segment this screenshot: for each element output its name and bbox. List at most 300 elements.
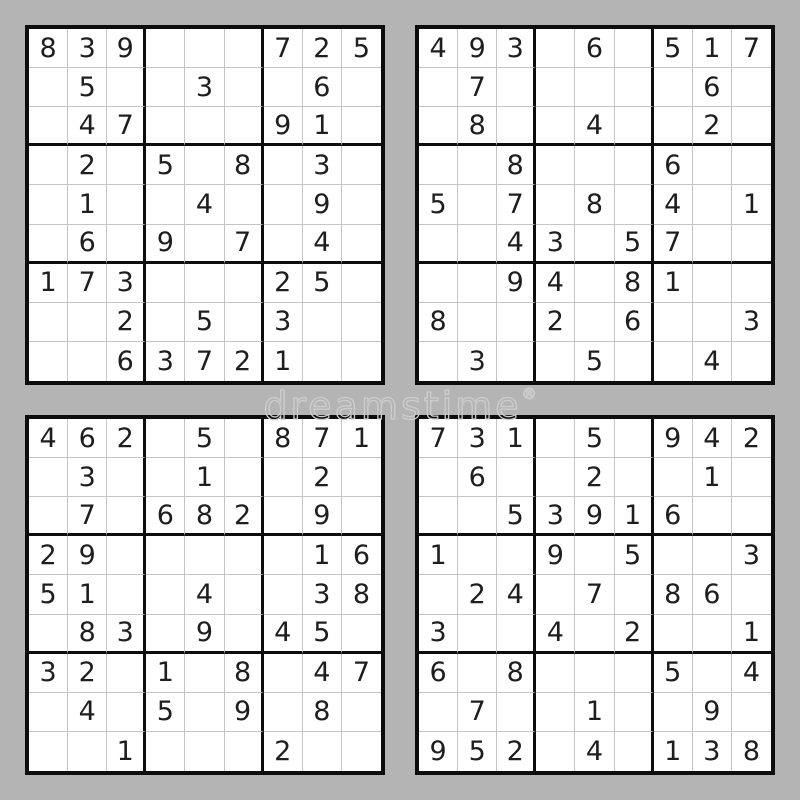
sudoku-cell bbox=[185, 536, 224, 575]
sudoku-cell bbox=[146, 303, 185, 342]
sudoku-cell: 4 bbox=[654, 185, 693, 224]
sudoku-cell: 4 bbox=[575, 107, 614, 146]
sudoku-cell bbox=[458, 615, 497, 654]
sudoku-cell bbox=[419, 264, 458, 303]
sudoku-cell: 1 bbox=[732, 185, 771, 224]
sudoku-cell bbox=[185, 29, 224, 68]
sudoku-cell: 3 bbox=[732, 536, 771, 575]
sudoku-cell bbox=[264, 458, 303, 497]
sudoku-cell bbox=[693, 185, 732, 224]
sudoku-cell: 6 bbox=[146, 497, 185, 536]
sudoku-cell bbox=[29, 693, 68, 732]
sudoku-cell bbox=[29, 303, 68, 342]
sudoku-cell bbox=[536, 693, 575, 732]
sudoku-cell bbox=[107, 536, 146, 575]
sudoku-cell: 8 bbox=[342, 575, 381, 614]
sudoku-cell: 9 bbox=[497, 264, 536, 303]
sudoku-cell: 2 bbox=[264, 264, 303, 303]
sudoku-cell: 9 bbox=[536, 536, 575, 575]
sudoku-cell bbox=[185, 264, 224, 303]
sudoku-cell bbox=[536, 575, 575, 614]
sudoku-cell bbox=[342, 68, 381, 107]
sudoku-cell bbox=[185, 107, 224, 146]
sudoku-cell: 8 bbox=[225, 654, 264, 693]
sudoku-cell: 9 bbox=[68, 536, 107, 575]
sudoku-cell: 6 bbox=[654, 497, 693, 536]
sudoku-cell bbox=[654, 68, 693, 107]
sudoku-cell bbox=[342, 732, 381, 771]
sudoku-cell: 6 bbox=[615, 303, 654, 342]
sudoku-cell: 8 bbox=[185, 497, 224, 536]
sudoku-cell: 6 bbox=[68, 419, 107, 458]
sudoku-grid-top-left bbox=[25, 25, 385, 385]
sudoku-cell bbox=[342, 342, 381, 381]
sudoku-cell: 4 bbox=[29, 419, 68, 458]
sudoku-cell: 1 bbox=[68, 575, 107, 614]
sudoku-cell: 5 bbox=[185, 419, 224, 458]
sudoku-cell: 9 bbox=[107, 29, 146, 68]
sudoku-cell: 6 bbox=[458, 458, 497, 497]
sudoku-cell: 7 bbox=[303, 419, 342, 458]
sudoku-cell bbox=[146, 732, 185, 771]
sudoku-grid-set bbox=[25, 25, 775, 775]
sudoku-cell: 8 bbox=[458, 107, 497, 146]
sudoku-cell bbox=[575, 68, 614, 107]
sudoku-cell bbox=[732, 458, 771, 497]
sudoku-cell bbox=[342, 497, 381, 536]
sudoku-cell: 2 bbox=[29, 536, 68, 575]
sudoku-cell bbox=[536, 458, 575, 497]
sudoku-cell: 5 bbox=[497, 497, 536, 536]
registered-trademark-icon: ® bbox=[521, 385, 537, 403]
sudoku-cell bbox=[68, 342, 107, 381]
sudoku-cell: 8 bbox=[225, 146, 264, 185]
sudoku-cell: 8 bbox=[29, 29, 68, 68]
sudoku-cell: 3 bbox=[693, 732, 732, 771]
sudoku-cell bbox=[419, 68, 458, 107]
sudoku-cell bbox=[107, 225, 146, 264]
sudoku-cell: 3 bbox=[146, 342, 185, 381]
sudoku-cell: 3 bbox=[458, 419, 497, 458]
sudoku-cell: 3 bbox=[107, 615, 146, 654]
sudoku-cell: 5 bbox=[575, 342, 614, 381]
sudoku-cell bbox=[225, 264, 264, 303]
sudoku-cell bbox=[225, 732, 264, 771]
sudoku-cell: 7 bbox=[497, 185, 536, 224]
sudoku-cell bbox=[693, 497, 732, 536]
sudoku-cell bbox=[107, 654, 146, 693]
sudoku-cell: 2 bbox=[575, 458, 614, 497]
sudoku-cell: 1 bbox=[68, 185, 107, 224]
sudoku-cell bbox=[264, 693, 303, 732]
sudoku-grid-bottom-right bbox=[415, 415, 775, 775]
sudoku-cell: 1 bbox=[575, 693, 614, 732]
sudoku-cell bbox=[29, 107, 68, 146]
sudoku-cell bbox=[342, 107, 381, 146]
sudoku-cell bbox=[264, 654, 303, 693]
sudoku-cell bbox=[458, 225, 497, 264]
sudoku-cell: 4 bbox=[68, 107, 107, 146]
sudoku-cell bbox=[342, 264, 381, 303]
sudoku-cell: 9 bbox=[575, 497, 614, 536]
sudoku-cell bbox=[107, 146, 146, 185]
sudoku-cell bbox=[497, 68, 536, 107]
sudoku-cell: 8 bbox=[742, 735, 761, 767]
sudoku-cell: 5 bbox=[654, 654, 693, 693]
sudoku-cell: 1 bbox=[732, 615, 771, 654]
sudoku-cell bbox=[146, 615, 185, 654]
sudoku-cell: 7 bbox=[654, 225, 693, 264]
sudoku-cell: 5 bbox=[303, 264, 342, 303]
sudoku-cell bbox=[536, 419, 575, 458]
sudoku-cell: 2 bbox=[68, 654, 107, 693]
sudoku-cell: 5 bbox=[342, 29, 381, 68]
sudoku-cell bbox=[732, 107, 771, 146]
sudoku-cell bbox=[732, 225, 771, 264]
sudoku-cell: 4 bbox=[536, 615, 575, 654]
sudoku-cell bbox=[615, 654, 654, 693]
sudoku-cell bbox=[615, 575, 654, 614]
sudoku-cell: 7 bbox=[68, 264, 107, 303]
sudoku-cell: 4 bbox=[303, 225, 342, 264]
sudoku-cell bbox=[536, 146, 575, 185]
sudoku-cell bbox=[497, 693, 536, 732]
sudoku-cell bbox=[264, 575, 303, 614]
sudoku-cell: 8 bbox=[654, 575, 693, 614]
sudoku-cell: 5 bbox=[419, 185, 458, 224]
sudoku-cell: 6 bbox=[693, 575, 732, 614]
sudoku-cell: 3 bbox=[264, 303, 303, 342]
sudoku-cell: 8 bbox=[419, 303, 458, 342]
sudoku-cell bbox=[615, 146, 654, 185]
sudoku-cell bbox=[615, 107, 654, 146]
sudoku-cell: 5 bbox=[654, 29, 693, 68]
sudoku-cell: 2 bbox=[68, 146, 107, 185]
sudoku-cell: 4 bbox=[419, 29, 458, 68]
sudoku-cell bbox=[497, 303, 536, 342]
sudoku-cell bbox=[225, 303, 264, 342]
sudoku-cell bbox=[146, 107, 185, 146]
sudoku-cell: 8 bbox=[615, 264, 654, 303]
sudoku-cell: 7 bbox=[458, 693, 497, 732]
sudoku-cell: 3 bbox=[419, 615, 458, 654]
sudoku-cell bbox=[654, 615, 693, 654]
sudoku-cell bbox=[29, 732, 68, 771]
sudoku-cell bbox=[146, 68, 185, 107]
sudoku-cell: 3 bbox=[458, 342, 497, 381]
sudoku-cell bbox=[575, 615, 614, 654]
sudoku-cell bbox=[536, 654, 575, 693]
sudoku-cell: 1 bbox=[497, 419, 536, 458]
sudoku-cell bbox=[419, 225, 458, 264]
sudoku-cell: 2 bbox=[107, 419, 146, 458]
sudoku-cell: 7 bbox=[419, 419, 458, 458]
sudoku-cell: 2 bbox=[264, 732, 303, 771]
sudoku-cell: 1 bbox=[146, 654, 185, 693]
sudoku-cell: 8 bbox=[497, 146, 536, 185]
sudoku-cell: 5 bbox=[68, 68, 107, 107]
sudoku-cell: 8 bbox=[575, 185, 614, 224]
sudoku-cell bbox=[264, 225, 303, 264]
sudoku-cell: 4 bbox=[536, 264, 575, 303]
sudoku-cell: 6 bbox=[107, 342, 146, 381]
sudoku-cell bbox=[693, 146, 732, 185]
sudoku-cell: 2 bbox=[458, 575, 497, 614]
sudoku-cell: 1 bbox=[107, 732, 146, 771]
sudoku-cell: 4 bbox=[185, 575, 224, 614]
sudoku-cell bbox=[225, 615, 264, 654]
sudoku-cell: 2 bbox=[693, 107, 732, 146]
sudoku-cell: 9 bbox=[654, 419, 693, 458]
sudoku-cell bbox=[497, 107, 536, 146]
sudoku-cell: 7 bbox=[185, 342, 224, 381]
sudoku-cell: 4 bbox=[693, 342, 732, 381]
sudoku-cell bbox=[146, 29, 185, 68]
sudoku-cell bbox=[29, 497, 68, 536]
sudoku-cell bbox=[732, 693, 771, 732]
sudoku-cell bbox=[458, 146, 497, 185]
sudoku-cell: 9 bbox=[303, 497, 342, 536]
sudoku-cell bbox=[732, 264, 771, 303]
sudoku-cell bbox=[458, 654, 497, 693]
sudoku-cell bbox=[693, 264, 732, 303]
sudoku-cell: 8 bbox=[497, 654, 536, 693]
sudoku-cell bbox=[185, 225, 224, 264]
sudoku-cell bbox=[419, 458, 458, 497]
sudoku-cell: 6 bbox=[575, 29, 614, 68]
sudoku-cell bbox=[575, 225, 614, 264]
sudoku-cell: 4 bbox=[185, 185, 224, 224]
sudoku-cell bbox=[536, 68, 575, 107]
sudoku-cell: 4 bbox=[497, 575, 536, 614]
sudoku-cell: 2 bbox=[536, 303, 575, 342]
sudoku-cell bbox=[458, 303, 497, 342]
sudoku-cell bbox=[68, 303, 107, 342]
sudoku-cell bbox=[146, 458, 185, 497]
sudoku-cell: 6 bbox=[342, 536, 381, 575]
sudoku-cell bbox=[146, 419, 185, 458]
sudoku-cell bbox=[732, 575, 771, 614]
sudoku-cell bbox=[29, 185, 68, 224]
sudoku-cell: 2 bbox=[303, 458, 342, 497]
sudoku-cell: 5 bbox=[458, 732, 497, 771]
sudoku-cell bbox=[146, 536, 185, 575]
sudoku-cell bbox=[185, 693, 224, 732]
sudoku-cell bbox=[225, 575, 264, 614]
sudoku-cell bbox=[693, 615, 732, 654]
sudoku-cell: 1 bbox=[185, 458, 224, 497]
sudoku-cell: 2 bbox=[732, 419, 771, 458]
sudoku-cell: 7 bbox=[264, 29, 303, 68]
sudoku-grid-top-right bbox=[415, 25, 775, 385]
sudoku-cell: 3 bbox=[303, 146, 342, 185]
sudoku-cell bbox=[575, 654, 614, 693]
sudoku-cell bbox=[225, 107, 264, 146]
sudoku-cell bbox=[615, 419, 654, 458]
sudoku-cell bbox=[615, 185, 654, 224]
sudoku-cell bbox=[29, 225, 68, 264]
sudoku-cell: 5 bbox=[615, 225, 654, 264]
sudoku-cell bbox=[342, 146, 381, 185]
sudoku-cell bbox=[107, 185, 146, 224]
sudoku-cell bbox=[615, 342, 654, 381]
sudoku-cell bbox=[419, 107, 458, 146]
sudoku-cell bbox=[615, 732, 654, 771]
sudoku-cell bbox=[693, 303, 732, 342]
sudoku-cell: 1 bbox=[303, 107, 342, 146]
sudoku-cell bbox=[654, 303, 693, 342]
sudoku-cell: 2 bbox=[303, 29, 342, 68]
sudoku-cell bbox=[419, 497, 458, 536]
sudoku-cell: 6 bbox=[419, 654, 458, 693]
sudoku-cell: 1 bbox=[615, 497, 654, 536]
sudoku-cell bbox=[225, 185, 264, 224]
sudoku-cell: 9 bbox=[419, 732, 458, 771]
sudoku-cell bbox=[264, 146, 303, 185]
sudoku-cell bbox=[342, 615, 381, 654]
sudoku-cell bbox=[654, 342, 693, 381]
sudoku-cell: 6 bbox=[654, 146, 693, 185]
sudoku-cell: 5 bbox=[303, 615, 342, 654]
sudoku-cell bbox=[185, 146, 224, 185]
sudoku-cell bbox=[342, 303, 381, 342]
sudoku-cell bbox=[342, 225, 381, 264]
sudoku-cell bbox=[458, 185, 497, 224]
sudoku-cell: 5 bbox=[615, 536, 654, 575]
sudoku-cell: 4 bbox=[303, 654, 342, 693]
sudoku-cell bbox=[458, 536, 497, 575]
sudoku-cell: 7 bbox=[575, 575, 614, 614]
sudoku-cell: 1 bbox=[654, 264, 693, 303]
sudoku-cell bbox=[303, 303, 342, 342]
sudoku-cell bbox=[732, 342, 771, 381]
sudoku-cell: 4 bbox=[693, 419, 732, 458]
sudoku-cell: 7 bbox=[225, 225, 264, 264]
sudoku-cell bbox=[342, 458, 381, 497]
sudoku-cell bbox=[264, 185, 303, 224]
sudoku-cell bbox=[497, 458, 536, 497]
sudoku-cell bbox=[185, 732, 224, 771]
sudoku-cell: 6 bbox=[68, 225, 107, 264]
sudoku-cell bbox=[654, 107, 693, 146]
sudoku-cell: 4 bbox=[264, 615, 303, 654]
sudoku-cell: 3 bbox=[497, 29, 536, 68]
sudoku-cell bbox=[615, 29, 654, 68]
sudoku-cell bbox=[29, 146, 68, 185]
sudoku-cell bbox=[536, 29, 575, 68]
sudoku-cell bbox=[536, 732, 575, 771]
sudoku-cell: 5 bbox=[575, 419, 614, 458]
sudoku-cell bbox=[732, 497, 771, 536]
sudoku-cell: 7 bbox=[342, 654, 381, 693]
sudoku-cell bbox=[146, 575, 185, 614]
sudoku-cell bbox=[615, 458, 654, 497]
sudoku-cell bbox=[68, 732, 107, 771]
sudoku-cell bbox=[29, 342, 68, 381]
sudoku-cell: 8 bbox=[303, 693, 342, 732]
sudoku-cell: 5 bbox=[29, 575, 68, 614]
sudoku-cell: 4 bbox=[575, 732, 614, 771]
sudoku-cell bbox=[225, 29, 264, 68]
sudoku-cell: 4 bbox=[68, 693, 107, 732]
sudoku-cell: 2 bbox=[225, 497, 264, 536]
sudoku-cell bbox=[107, 497, 146, 536]
sudoku-cell: 7 bbox=[732, 29, 771, 68]
sudoku-cell: 9 bbox=[264, 107, 303, 146]
sudoku-cell bbox=[419, 575, 458, 614]
sudoku-cell: 3 bbox=[732, 303, 771, 342]
sudoku-cell bbox=[225, 419, 264, 458]
sudoku-cell: 4 bbox=[497, 225, 536, 264]
sudoku-cell: 7 bbox=[107, 107, 146, 146]
sudoku-cell: 9 bbox=[458, 29, 497, 68]
sudoku-cell: 8 bbox=[264, 419, 303, 458]
sudoku-cell: 6 bbox=[693, 68, 732, 107]
sudoku-cell: 3 bbox=[536, 497, 575, 536]
sudoku-cell bbox=[303, 342, 342, 381]
sudoku-cell bbox=[146, 185, 185, 224]
sudoku-cell: 6 bbox=[303, 68, 342, 107]
sudoku-cell: 5 bbox=[185, 303, 224, 342]
sudoku-cell bbox=[107, 693, 146, 732]
sudoku-cell bbox=[264, 497, 303, 536]
sudoku-cell bbox=[264, 536, 303, 575]
sudoku-cell bbox=[654, 693, 693, 732]
sudoku-cell: 5 bbox=[146, 146, 185, 185]
sudoku-cell bbox=[107, 68, 146, 107]
sudoku-cell bbox=[497, 615, 536, 654]
sudoku-cell bbox=[185, 654, 224, 693]
sudoku-cell bbox=[107, 575, 146, 614]
sudoku-cell bbox=[654, 536, 693, 575]
sudoku-cell: 1 bbox=[693, 29, 732, 68]
sudoku-cell bbox=[575, 264, 614, 303]
watermark-text: dreamstime bbox=[263, 384, 522, 428]
sudoku-cell: 9 bbox=[303, 185, 342, 224]
sudoku-cell bbox=[342, 693, 381, 732]
sudoku-cell bbox=[536, 185, 575, 224]
sudoku-cell: 3 bbox=[107, 264, 146, 303]
sudoku-cell bbox=[536, 107, 575, 146]
sudoku-cell bbox=[458, 497, 497, 536]
sudoku-cell bbox=[29, 68, 68, 107]
sudoku-cell bbox=[693, 536, 732, 575]
sudoku-cell bbox=[29, 458, 68, 497]
sudoku-cell bbox=[225, 536, 264, 575]
sudoku-cell: 2 bbox=[615, 615, 654, 654]
sudoku-cell bbox=[497, 342, 536, 381]
sudoku-cell bbox=[225, 458, 264, 497]
sudoku-cell: 7 bbox=[458, 68, 497, 107]
sudoku-cell: 1 bbox=[342, 419, 381, 458]
sudoku-cell bbox=[615, 68, 654, 107]
sudoku-cell bbox=[303, 732, 342, 771]
sudoku-cell: 8 bbox=[68, 615, 107, 654]
sudoku-cell: 2 bbox=[225, 342, 264, 381]
sudoku-cell: 1 bbox=[419, 536, 458, 575]
sudoku-cell: 3 bbox=[536, 225, 575, 264]
sudoku-cell bbox=[575, 303, 614, 342]
sudoku-cell bbox=[419, 342, 458, 381]
sudoku-cell bbox=[693, 225, 732, 264]
sudoku-cell: 4 bbox=[732, 654, 771, 693]
sudoku-cell bbox=[575, 536, 614, 575]
sudoku-cell bbox=[732, 68, 771, 107]
sudoku-cell: 2 bbox=[107, 303, 146, 342]
sudoku-cell bbox=[419, 693, 458, 732]
sudoku-cell: 1 bbox=[693, 458, 732, 497]
sudoku-cell: 2 bbox=[497, 732, 536, 771]
